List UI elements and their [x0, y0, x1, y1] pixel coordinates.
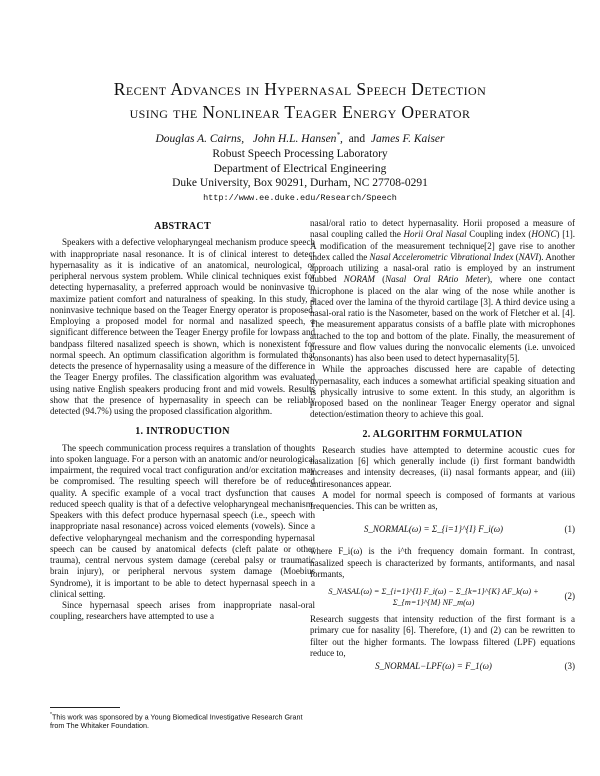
equation-1 [310, 516, 575, 542]
author-list: Douglas A. Cairns, John H.L. Hansen*, and James F. Kaiser [155, 131, 445, 145]
footnote-rule [50, 707, 120, 708]
affiliation-dept: Department of Electrical Engineering [213, 162, 387, 175]
equation-1-body: S_NORMAL(ω) = Σ_{i=1}^{I} F_i(ω) [363, 523, 504, 534]
equation-3-body: S_NORMAL−LPF(ω) = F_1(ω) [375, 660, 492, 671]
footnote [50, 711, 315, 730]
equation-2-number: (2) [564, 591, 575, 602]
algorithm-heading: 2. ALGORITHM FORMULATION [362, 428, 523, 440]
equation-3-number: (3) [564, 660, 575, 671]
equation-2-body: S_NASAL(ω) = Σ_{i=1}^{I} F_i(ω) − Σ_{k=1}^{K} AF_k(ω) + Σ_{m=1}^{M} NF_m(ω) [328, 586, 539, 607]
related-work-paragraph-2: While the approaches discussed here are capable of detecting hypernasality, each induces a somewhat artificial speaking situation and is physically intrusive to some extent. In this study, an algorithm is proposed based on the nonlinear Teager Energy operator and signal detection/estimation theory to achieve this goal. [310, 364, 575, 420]
title-line-1: Recent Advances in Hypernasal Speech Detection [113, 79, 487, 99]
affiliation-lab: Robust Speech Processing Laboratory [212, 148, 388, 160]
abstract-text: Speakers with a defective velopharyngeal mechanism produce speech with inappropriate nasal resonance. It is of clinical interest to detect hypernasality as it is indicative of an anatomical, neurological, or peripheral nervous system problem. While clinical techniques exist for detecting hypernasality, a preferred approach would be noninvasive to maximize patient comfort and naturalness of speaking. In this study, a noninvasive technique based on the Teager Energy operator is proposed. Employing a proposed model for normal and nasalized speech, a significant difference between the Teager Energy profile for lowpass and bandpass filtered nasalized speech is shown, which is nonexistent for normal speech. An optimum classification algorithm is formulated that detects the presence of hypernasality using a measure of the difference in the Teager Energy profiles. The classification algorithm was evaluated using native English speakers producing front and mid vowels. Results show that the presence of hypernasality in speech can be reliably detected (94.7%) using the proposed classification algorithm. [50, 237, 315, 416]
affiliation-url[interactable]: http://www.ee.duke.edu/Research/Speech [203, 192, 397, 203]
algorithm-paragraph-4: Research suggests that intensity reduction of the first formant is a primary cue for nasality [6]. Therefore, (1) and (2) can be rewritten to filter out the higher formants. The lowpass filtered (LPF) equations reduce to, [310, 614, 575, 658]
equation-1-number: (1) [564, 523, 575, 534]
intro-paragraph-1: The speech communication process requires a translation of thoughts into spoken language. For a person with an anatomic and/or neurological impairment, the required vocal tract configuration and/or excitation may be compromised. The resulting speech will therefore be of reduced quality. A specific example of a vocal tract dysfunction that causes reduced speech quality is that of a defective velopharyngeal mechanism. Speakers with this defect produce hypernasal speech (i.e., speech with inappropriate nasal resonance) across voiced elements (vowels). Since a defective velopharyngeal mechanism and the corresponding hypernasal speech can be caused by anatomical defects (cleft palate or other trauma), central nervous system damage (cerebal palsy or traumatic brain injury), or peripheral nervous system damage (Moebius Syndrome), it is important to be able to detect hypernasal speech in a clinical setting. [50, 442, 315, 599]
footnote-text: This work was sponsored by a Young Biomedical Investigative Research Grant from The Whitaker Foundation. [50, 712, 303, 731]
author-kaiser: James F. Kaiser [370, 132, 445, 145]
right-column [310, 218, 575, 674]
equation-2 [310, 584, 575, 610]
author-cairns: Douglas A. Cairns, [155, 132, 245, 145]
title-line-2: using the Nonlinear Teager Energy Operator [129, 102, 471, 122]
left-column [50, 218, 315, 623]
author-hansen: John H.L. Hansen [252, 132, 337, 145]
affiliation [0, 147, 600, 205]
algorithm-paragraph-3: where F_i(ω) is the i^th frequency domain formant. In contrast, nasalized speech is characterized by formants, antiformants, and nasal formants, [310, 546, 575, 579]
equation-3 [310, 660, 575, 673]
algorithm-paragraph-2: A model for normal speech is composed of formants at various frequencies. This can be written as, [310, 489, 575, 511]
introduction-heading: 1. INTRODUCTION [135, 426, 230, 438]
footnote-marker: * [336, 131, 340, 139]
footnote-mark: * [50, 712, 52, 718]
author-joiner: and [348, 132, 366, 145]
intro-paragraph-2: Since hypernasal speech arises from inappropriate nasal-oral coupling, researchers have attempted to use a [50, 600, 315, 622]
affiliation-address: Duke University, Box 90291, Durham, NC 27708-0291 [172, 177, 428, 189]
related-work-paragraph: nasal/oral ratio to detect hypernasality. Horii proposed a measure of nasal coupling called the Horii Oral Nasal Coupling index (HONC) [1]. A modification of the measurement technique[2] gave rise to another index called the Nasal Accelerometric Vibrational Index (NAVI). Another approach utilizing a nasal-oral ratio is employed by an instrument dubbed NORAM (Nasal Oral RAtio Meter), where one contact microphone is placed on the alar wing of the nose while another is placed over the lamina of the thyroid cartilage [3]. A third device using a nasal-oral ratio is the Nasometer, based on the work of Fletcher et al. [4]. The measurement apparatus consists of a baffle plate with microphones attached to the top and bottom of the plate. Finally, the measurement of pressure and flow values during the nonvocalic elements (i.e. unvoiced consonants) has also been used to detect hypernasality[5]. [310, 218, 576, 363]
abstract-heading: ABSTRACT [154, 221, 211, 232]
paper-title [0, 78, 600, 124]
algorithm-paragraph-1: Research studies have attempted to determine acoustic cues for nasalization [6] which generally include (i) first formant bandwidth increases and intensity decreases, (ii) nasal formants appear, and (iii) antiresonances appear. [310, 444, 575, 489]
